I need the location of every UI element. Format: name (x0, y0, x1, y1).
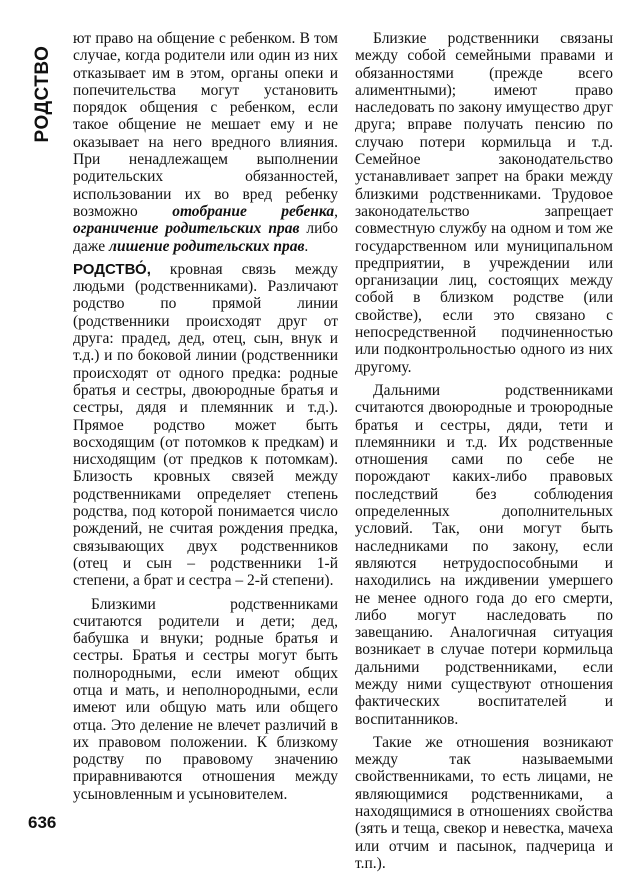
term-link: отобрание ребенка (172, 202, 335, 220)
right-column (355, 30, 613, 872)
paragraph-text: , (334, 202, 339, 220)
running-head (30, 34, 56, 154)
paragraph: Близкие родственники связаны между собой семейными правами и обязанностями (прежде всего алиментными); имеют право наследовать по закону имущество друг друга; вправе получать пенсию по случаю потери кормильца и т.д. Семейное законодательство устанавливает запрет на браки между близкими родственниками. Трудовое законодательство запрещает совместную службу на одном и том же государственном или муниципальном предприятии, в учреждении или организации лиц, состоящих между собой в близком родстве (или свойстве), если это связано с непосредственной подчиненностью или подконтрольностью одного из них другому. (355, 30, 613, 376)
entry-headword: РОДСТВО́, (73, 260, 151, 278)
left-column (73, 30, 338, 803)
page-number: 636 (28, 813, 57, 832)
paragraph: Дальними родственниками считаются двоюродные и троюродные братья и сестры, дяди, тети и племянники и т.д. Их родственные отношения сами по себе не порождают каких-либо правовых последствий без соблюдения определенных дополнительных условий. Так, они могут быть наследниками по закону, если являются нетрудоспособными и находились на иждивении умершего не менее одного года до его смерти, либо могут наследовать по завещанию. Аналогичная ситуация возникает в случае потери кормильца дальними родственниками, если между ними существуют отношения фактических воспитателей и воспитанников. (355, 381, 613, 728)
paragraph-text: кровная связь между людьми (родственниками). Различают родство по прямой линии (родственники происходят друг от друга: прадед, дед, отец, сын, внук и т.д.) и по боковой линии (родственники происходят от одного предка: родные братья и сестры, двоюродные братья и сестры, дядя и племянник и т.д.). Прямое родство может быть восходящим (от потомков к предкам) и нисходящим (от предков к потомкам). Близость кровных связей между родственниками определяет степень родства, под которой понимается число рождений, не считая рождения предка, связывающих двух родственников (отец и сын – родственники 1-й степени, а брат и сестра – 2-й степени). (73, 260, 338, 590)
running-head-text: РОДСТВО (32, 45, 53, 143)
paragraph-continuation (73, 30, 338, 255)
paragraph-text: ют право на общение с ребенком. В том случае, когда родители или один из них отказывает им в этом, органы опеки и попечительства могут установить порядок общения с ребенком, если такое общение не мешает ему и не оказывает на него вредного влияния. При ненадлежащем выполнении родительских обязанностей, использовании их во вред ребенку возможно (73, 30, 338, 220)
entry-paragraph (73, 261, 338, 590)
paragraph-text: либо даже (73, 220, 338, 255)
paragraph-text: . (304, 237, 309, 255)
paragraph: Такие же отношения возникают между так называемыми свойственниками, то есть лицами, не являющимися родственниками, а находящимися в отношениях свойства (зять и теща, свекор и невестка, мачеха или отчим и пасынок, падчерица и т.п.). (355, 733, 613, 872)
term-link: лишение родительских прав (109, 237, 305, 255)
term-link: ограничение родительских прав (73, 220, 300, 238)
paragraph: Близкими родственниками считаются родители и дети; дед, бабушка и внуки; родные братья и сестры. Братья и сестры могут быть полнородными, если имеют общих отца и мать, и неполнородными, если имеют или общую мать или общего отца. Это деление не влечет различий в их правовом положении. К близкому родству по правовому значению приравниваются отношения между усыновленным и усыновителем. (73, 595, 338, 803)
